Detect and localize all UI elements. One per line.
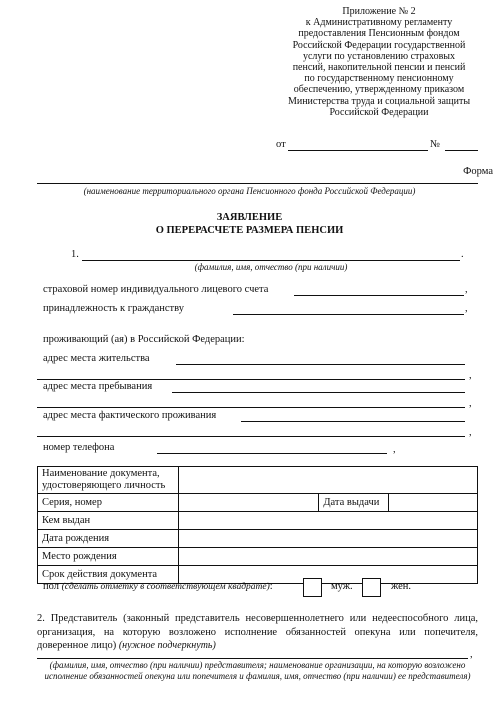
gender-prefix: пол <box>43 581 59 592</box>
number-field-line[interactable] <box>445 150 478 151</box>
actual-address-line-1[interactable] <box>241 421 465 422</box>
appendix-line: пенсий, накопительной пенсии и пенсий <box>292 62 466 74</box>
number-label: № <box>430 139 441 150</box>
validity-label: Срок действия документа <box>38 566 179 584</box>
female-label: жен. <box>391 581 412 592</box>
citizenship-comma: , <box>465 303 468 314</box>
fio-caption: (фамилия, имя, отчество (при наличии) <box>194 262 348 272</box>
date-field-line[interactable] <box>288 150 428 151</box>
doc-name-cell[interactable] <box>178 467 477 494</box>
snils-comma: , <box>465 284 468 295</box>
issue-date-cell[interactable] <box>389 494 478 512</box>
section2-paragraph <box>37 612 478 653</box>
form-label: Форма <box>463 166 493 177</box>
representative-field-line[interactable] <box>37 658 468 659</box>
document-title <box>0 211 499 237</box>
appendix-header <box>268 6 490 118</box>
citizenship-field-line[interactable] <box>233 314 464 315</box>
birth-date-cell[interactable] <box>178 530 477 548</box>
issued-by-cell[interactable] <box>178 512 477 530</box>
male-label: муж. <box>331 581 353 592</box>
snils-label: страховой номер индивидуального лицевого счета <box>43 284 269 295</box>
territorial-organ-caption: (наименование территориального органа Пенсионного фонда Российской Федерации) <box>83 186 416 196</box>
snils-field-line[interactable] <box>294 295 464 296</box>
doc-name-label: Наименование документа, удостоверяющего личность <box>38 467 179 494</box>
residing-label: проживающий (ая) в Российской Федерации: <box>43 334 245 345</box>
table-row <box>38 494 478 512</box>
issue-date-label: Дата выдачи <box>319 494 389 512</box>
representative-comma: , <box>470 649 473 660</box>
title-line-1: ЗАЯВЛЕНИЕ <box>216 212 283 223</box>
appendix-line: Приложение № 2 <box>342 6 416 17</box>
appendix-line: к Административному регламенту <box>305 17 453 29</box>
residence-address-label: адрес места жительства <box>43 353 150 364</box>
stay-address-line-2[interactable] <box>37 407 465 408</box>
appendix-line: услуги по установлению страховых <box>302 50 456 62</box>
appendix-line: Министерства труда и социальной защиты <box>287 95 471 107</box>
appendix-line: Российской Федерации <box>329 106 429 118</box>
series-number-label: Серия, номер <box>38 494 179 512</box>
residence-address-line-2[interactable] <box>37 379 465 380</box>
residence-address-line-1[interactable] <box>176 364 465 365</box>
table-row <box>38 530 478 548</box>
section2-text: 2. Представитель (законный представитель несовершеннолетнего или недееспособного лица, организация, на которую возложено исполнение обязанностей опекуна или попечителя, доверенное лицо) <box>37 613 478 651</box>
section2-underline-hint: (нужное подчеркнуть) <box>118 640 216 651</box>
citizenship-label: принадлежность к гражданству <box>43 303 184 314</box>
birth-place-cell[interactable] <box>178 548 477 566</box>
gender-hint: (сделать отметку в соответствующем квадрате) <box>61 582 270 592</box>
identity-document-table <box>37 466 478 584</box>
residence-comma: , <box>469 370 472 381</box>
actual-address-line-2[interactable] <box>37 436 465 437</box>
appendix-line: обеспечению, утвержденному приказом <box>293 84 465 96</box>
stay-address-line-1[interactable] <box>172 392 465 393</box>
phone-field-line[interactable] <box>157 453 387 454</box>
gender-colon: : <box>269 581 273 592</box>
actual-comma: , <box>469 427 472 438</box>
stay-comma: , <box>469 398 472 409</box>
from-label: от <box>276 139 286 150</box>
phone-label: номер телефона <box>43 442 115 453</box>
territorial-organ-line[interactable] <box>37 183 478 184</box>
phone-comma: , <box>393 444 396 455</box>
table-row <box>38 548 478 566</box>
section1-number: 1. <box>71 249 79 260</box>
appendix-line: Российской Федерации государственной <box>292 39 466 51</box>
appendix-line: по государственному пенсионному <box>304 73 454 85</box>
table-row <box>38 512 478 530</box>
representative-caption: (фамилия, имя, отчество (при наличии) представителя; наименование организации, на которую возложено исполнение обязанностей опекуна или попечителя и фамилия, имя, отчество (при наличии) ее представителя) <box>44 660 471 681</box>
female-checkbox[interactable] <box>362 578 381 597</box>
series-number-cell[interactable] <box>178 494 319 512</box>
title-line-2: О ПЕРЕРАСЧЕТЕ РАЗМЕРА ПЕНСИИ <box>155 225 344 236</box>
fio-field-line[interactable] <box>82 260 460 261</box>
fio-end-dot: . <box>461 249 464 260</box>
appendix-line: предоставления Пенсионным фондом <box>298 28 460 40</box>
gender-row <box>43 581 273 592</box>
stay-address-label: адрес места пребывания <box>43 381 153 392</box>
issued-by-label: Кем выдан <box>38 512 179 530</box>
table-row <box>38 467 478 494</box>
birth-date-label: Дата рождения <box>38 530 179 548</box>
male-checkbox[interactable] <box>303 578 322 597</box>
birth-place-label: Место рождения <box>38 548 179 566</box>
actual-address-label: адрес места фактического проживания <box>43 410 217 421</box>
